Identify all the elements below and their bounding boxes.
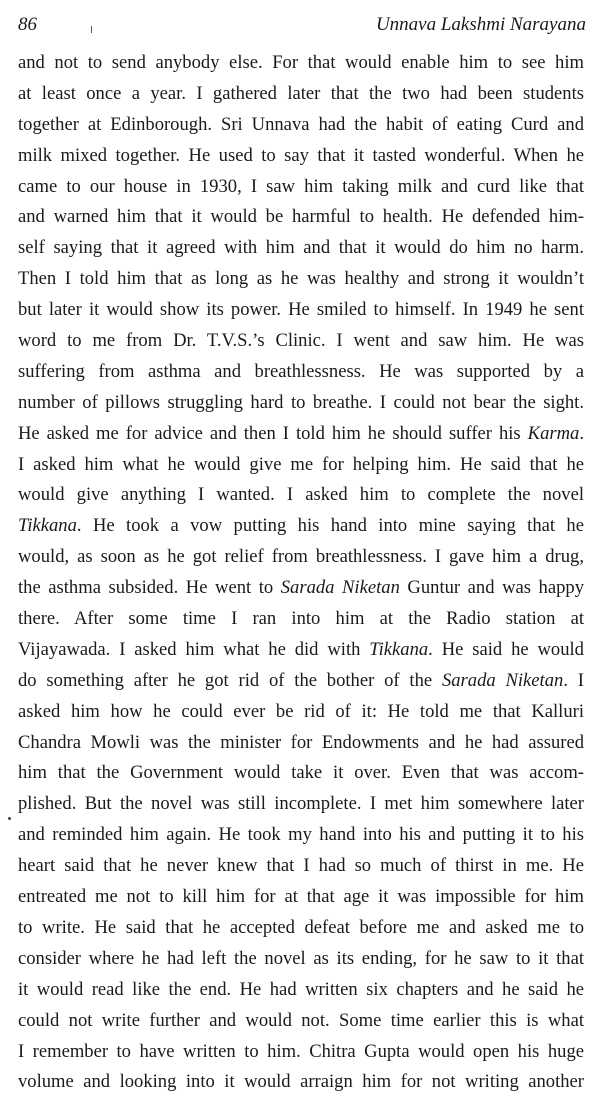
margin-speck (8, 817, 11, 820)
italic-term: Karma (527, 422, 580, 444)
text-segment: . (579, 422, 584, 444)
text-line: number of pillows struggling hard to breathe. I could not bear the sight. (18, 391, 584, 413)
text-line: to write. He said that he accepted defeat before me and asked me to (18, 916, 584, 938)
text-segment: Guntur and was happy (399, 577, 584, 599)
text-line: and reminded him again. He took my hand into his and putting it to his (18, 824, 584, 846)
text-line: at least once a year. I gathered later that the two had been students (18, 82, 584, 104)
text-line: volume and looking into it would arraign him for not writing another (18, 1071, 584, 1093)
text-line: heart said that he never knew that I had so much of thirst in me. He (18, 855, 584, 877)
text-line: him that the Government would take it over. Even that was accom- (18, 762, 584, 784)
text-line: Chandra Mowli was the minister for Endowments and he had assured (18, 731, 584, 753)
text-line: milk mixed together. He used to say that it tasted wonderful. When he (18, 144, 584, 166)
text-line: but later it would show its power. He smiled to himself. In 1949 he sent (18, 299, 584, 321)
text-line: together at Edinborough. Sri Unnava had the habit of eating Curd and (18, 113, 584, 135)
text-line: I remember to have written to him. Chitra Gupta would open his huge (18, 1040, 584, 1062)
page-header (18, 14, 586, 40)
text-line: there. After some time I ran into him at the Radio station at (18, 608, 584, 630)
text-line: and not to send anybody else. For that would enable him to see him (18, 52, 584, 73)
text-line (18, 511, 584, 542)
text-line: could not write further and would not. Some time earlier this is what (18, 1009, 584, 1031)
italic-term: Sarada Niketan (441, 669, 564, 691)
text-segment: do something after he got rid of the bother of the (18, 669, 442, 691)
text-line: word to me from Dr. T.V.S.’s Clinic. I went and saw him. He was (18, 330, 584, 352)
text-line: asked him how he could ever be rid of it: He told me that Kalluri (18, 700, 584, 722)
text-line: entreated me not to kill him for at that age it was impossible for him (18, 886, 584, 908)
italic-term: Tikkana (18, 515, 77, 537)
text-segment: Vijayawada. I asked him what he did with (18, 638, 370, 660)
text-line (18, 666, 584, 697)
running-head: Unnava Lakshmi Narayana (375, 14, 586, 35)
text-line (18, 573, 584, 604)
text-line: it would read like the end. He had written six chapters and he said he (18, 978, 584, 1000)
text-line: I asked him what he would give me for helping him. He said that he (18, 453, 584, 475)
text-line: came to our house in 1930, I saw him taking milk and curd like that (18, 175, 584, 197)
text-segment: He asked me for advice and then I told him he should suffer his (18, 422, 528, 444)
body-text (18, 48, 584, 1098)
text-segment: the asthma subsided. He went to (18, 577, 281, 599)
italic-term: Tikkana (369, 638, 429, 660)
text-segment: . He took a vow putting his hand into mine saying that he (76, 515, 584, 537)
text-segment: . He said he would (428, 638, 584, 660)
text-line: self saying that it agreed with him and that it would do him no harm. (18, 237, 584, 259)
text-line: plished. But the novel was still incomplete. I met him somewhere later (18, 793, 584, 815)
text-line (18, 635, 584, 666)
text-line: consider where he had left the novel as its ending, for he saw to it that (18, 947, 584, 969)
text-line (18, 419, 584, 450)
text-line: and warned him that it would be harmful to health. He defended him- (18, 206, 584, 228)
text-line: would give anything I wanted. I asked him to complete the novel (18, 484, 584, 506)
text-line: would, as soon as he got relief from breathlessness. I gave him a drug, (18, 546, 584, 568)
header-tick-mark (91, 26, 92, 33)
text-line: Then I told him that as long as he was healthy and strong it wouldn’t (18, 268, 584, 290)
page-number: 86 (18, 14, 37, 35)
text-line: suffering from asthma and breathlessness. He was supported by a (18, 360, 584, 382)
text-segment: . I (563, 669, 584, 691)
italic-term: Sarada Niketan (280, 577, 400, 599)
